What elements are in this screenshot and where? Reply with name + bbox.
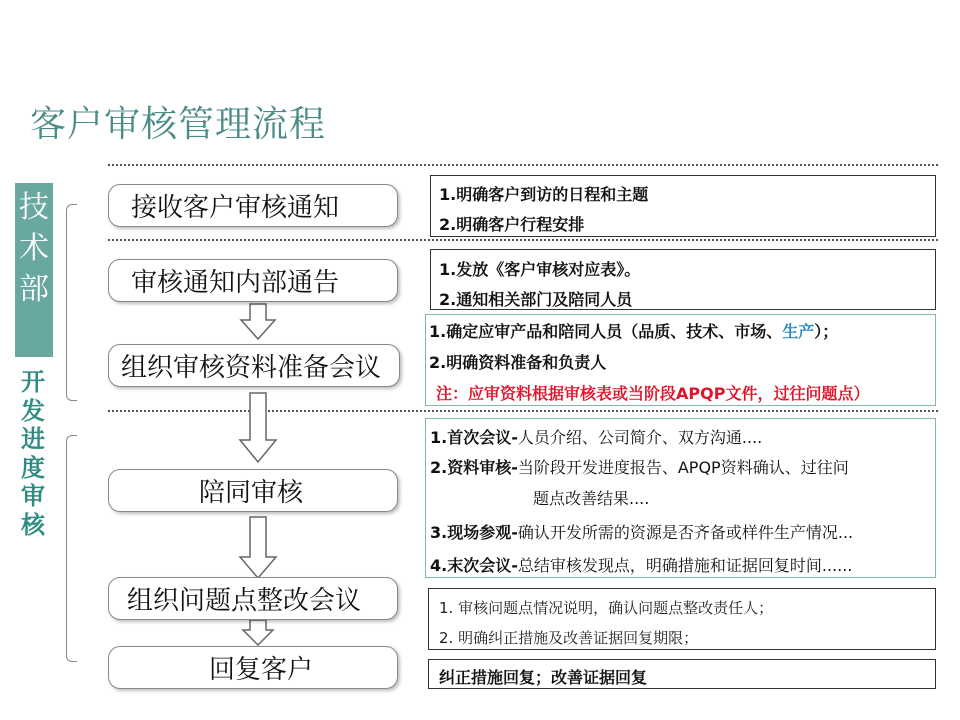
dept-tech-label: 技 术 部 — [15, 183, 53, 357]
step-prep-meeting: 组织审核资料准备会议 — [108, 344, 400, 387]
note-rectify: 1. 审核问题点情况说明，确认问题点整改责任人； 2. 明确纠正措施及改善证据回复期限； — [428, 588, 936, 650]
note-receive: 1.明确客户到访的日程和主题 2.明确客户行程安排 — [430, 175, 936, 237]
step-reply-customer: 回复客户 — [108, 646, 398, 689]
step-accompany-audit: 陪同审核 — [108, 469, 398, 512]
arrow-down-icon — [241, 304, 275, 339]
arrow-down-icon — [240, 393, 276, 462]
note-internal: 1.发放《客户审核对应表》。 2.通知相关部门及陪同人员 — [430, 249, 936, 310]
note-audit: 1.首次会议-人员介绍、公司简介、双方沟通.... 2.资料审核-当阶段开发进度报告、APQP资料确认、过往问 题点改善结果.... 3.现场参观-确认开发所需的资源是否齐备或样件生产情况... 4.末次会议-总结审核发现点，明确措施和证据回复时间...... — [425, 418, 936, 578]
arrow-down-icon — [243, 620, 273, 645]
note-reply: 纠正措施回复；改善证据回复 — [428, 659, 936, 689]
step-receive-notice: 接收客户审核通知 — [108, 184, 398, 227]
arrow-down-icon — [240, 517, 276, 578]
step-rectify-meeting: 组织问题点整改会议 — [108, 577, 398, 620]
step-internal-notice: 审核通知内部通告 — [108, 259, 398, 302]
page-title: 客户审核管理流程 — [30, 104, 327, 145]
note-prep: 1.确定应审产品和陪同人员（品质、技术、市场、生产）； 2.明确资料准备和负责人 注：应审资料根据审核表或当阶段APQP文件，过往问题点） — [425, 314, 936, 406]
dept-dev-label: 开 发 进 度 审 核 — [21, 368, 45, 539]
